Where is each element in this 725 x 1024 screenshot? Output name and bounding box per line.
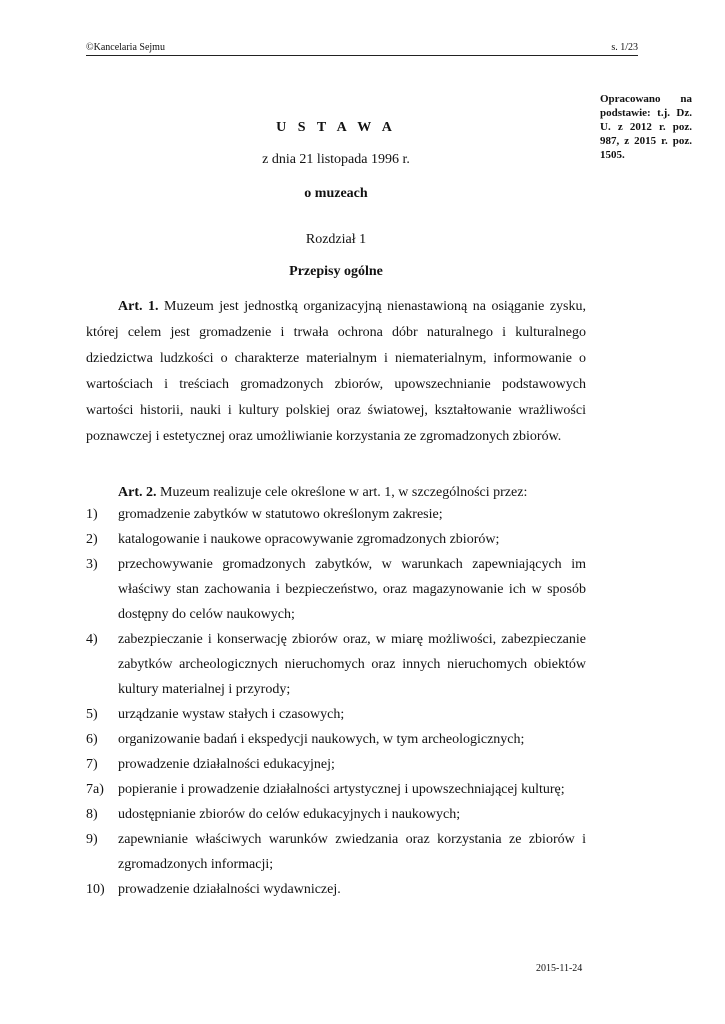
list-item-number: 6): [86, 732, 98, 747]
list-item-text: przechowywanie gromadzonych zabytków, w warunkach zapewniających im właściwy stan zachowania i bezpieczeństwo, oraz magazynowanie ich w sposób dostępny do celów naukowych;: [118, 557, 586, 622]
list-item-text: prowadzenie działalności wydawniczej.: [118, 882, 341, 897]
list-item-number: 2): [86, 532, 98, 547]
list-item-text: urządzanie wystaw stałych i czasowych;: [118, 707, 345, 722]
article-2-intro-text: Muzeum realizuje cele określone w art. 1, w szczególności przez:: [160, 485, 528, 500]
page-number: s. 1/23: [611, 42, 638, 53]
list-item: [86, 627, 586, 702]
list-item-number: 10): [86, 882, 105, 897]
footer-date: 2015-11-24: [536, 963, 583, 974]
article-1-label: Art. 1.: [118, 299, 159, 314]
list-item-number: 5): [86, 707, 98, 722]
list-item-text: popieranie i prowadzenie działalności artystycznej i upowszechniającej kulturę;: [118, 782, 565, 797]
list-item: [86, 502, 586, 527]
list-item-text: katalogowanie i naukowe opracowywanie zgromadzonych zbiorów;: [118, 532, 500, 547]
list-item-number: 9): [86, 832, 98, 847]
document-date: z dnia 21 listopada 1996 r.: [262, 152, 410, 167]
list-item-number: 7): [86, 757, 98, 772]
list-item-text: udostępnianie zbiorów do celów edukacyjnych i naukowych;: [118, 807, 461, 822]
article-1-text: Muzeum jest jednostką organizacyjną nienastawioną na osiąganie zysku, której celem jest gromadzenie i trwała ochrona dóbr naturalnego i kulturalnego dziedzictwa ludzkości o charakterze materialnym i niematerialnym, informowanie o wartościach i treściach gromadzonych zbiorów, upowszechnianie podstawowych wartości historii, nauki i kultury polskiej oraz światowej, kształtowanie wrażliwości poznawczej i estetycznej oraz umożliwianie korzystania ze zgromadzonych zbiorów.: [86, 299, 587, 444]
article-2-label: Art. 2.: [118, 485, 157, 500]
list-item: [86, 552, 586, 627]
list-item: [86, 777, 586, 802]
list-item-text: prowadzenie działalności edukacyjnej;: [118, 757, 335, 772]
source-note: Opracowano na podstawie: t.j. Dz. U. z 2012 r. poz. 987, z 2015 r. poz. 1505.: [600, 93, 692, 161]
list-item-number: 7a): [86, 782, 104, 797]
list-item: [86, 802, 586, 827]
list-item-number: 8): [86, 807, 98, 822]
list-item-number: 1): [86, 507, 98, 522]
list-item-text: zapewnianie właściwych warunków zwiedzania oraz korzystania ze zbiorów i zgromadzonych informacji;: [118, 832, 586, 872]
list-item: [86, 702, 586, 727]
list-item: [86, 877, 586, 902]
list-item: [86, 527, 586, 552]
article-2-list: [86, 502, 586, 902]
chapter-number: Rozdział 1: [305, 232, 367, 247]
list-item-number: 4): [86, 632, 98, 647]
list-item-number: 3): [86, 557, 98, 572]
list-item-text: organizowanie badań i ekspedycji naukowych, w tym archeologicznych;: [118, 732, 525, 747]
chapter-title: Przepisy ogólne: [289, 264, 383, 279]
list-item-text: gromadzenie zabytków w statutowo określonym zakresie;: [118, 507, 443, 522]
list-item-text: zabezpieczanie i konserwację zbiorów oraz, w miarę możliwości, zabezpieczanie zabytków archeologicznych nieruchomych oraz innych nieruchomych obiektów kultury materialnej i przyrody;: [118, 632, 586, 697]
list-item: [86, 827, 586, 877]
list-item: [86, 752, 586, 777]
article-1: [86, 294, 586, 450]
publisher-label: ©Kancelaria Sejmu: [86, 42, 165, 53]
page-header: [86, 42, 638, 56]
document-subject: o muzeach: [304, 186, 368, 201]
list-item: [86, 727, 586, 752]
document-title: U S T A W A: [276, 120, 396, 135]
